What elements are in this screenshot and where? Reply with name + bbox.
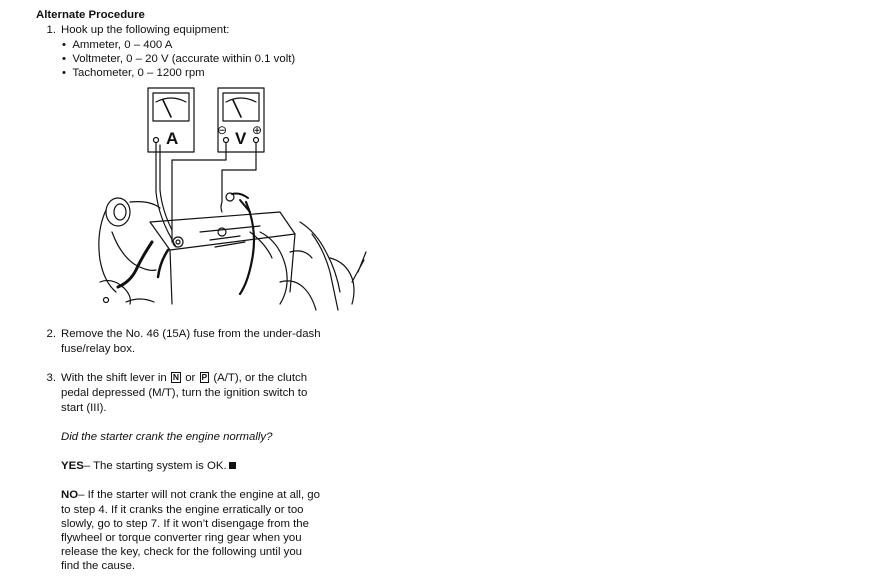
yes-text: – The starting system is OK. — [83, 460, 227, 472]
step-3-number: 3. — [46, 372, 56, 384]
no-answer-line-4: flywheel or torque converter ring gear when you — [61, 532, 302, 544]
no-answer-line-2: to step 4. If it cranks the engine erratically or too — [61, 504, 304, 516]
bullet-dot: • — [62, 67, 73, 79]
plus-terminal-icon: ⊕ — [252, 123, 263, 137]
bullet-voltmeter: • Voltmeter, 0 – 20 V (accurate within 0.1 volt) — [62, 53, 296, 65]
step-2-number: 2. — [46, 328, 56, 340]
engine-bay-left — [99, 198, 160, 304]
gear-p-box: P — [201, 372, 208, 382]
step-3-line-2: pedal depressed (M/T), turn the ignition switch to — [61, 387, 308, 399]
no-label: NO — [61, 489, 79, 501]
bullet-ammeter: • Ammeter, 0 – 400 A — [62, 39, 173, 51]
no-answer-line-1: NO– If the starter will not crank the engine at all, go — [61, 489, 320, 501]
yes-answer — [61, 459, 236, 474]
step-1-text: Hook up the following equipment: — [61, 24, 230, 36]
step-3-line-3: start (III). — [61, 402, 107, 414]
question-text: Did the starter crank the engine normally? — [61, 431, 273, 443]
engine-bay-right — [250, 222, 366, 310]
step-2-line-1: Remove the No. 46 (15A) fuse from the under-dash — [61, 328, 321, 340]
yes-label: YES — [61, 460, 84, 472]
no-answer-line-6: find the cause. — [61, 560, 136, 572]
end-square-icon — [229, 462, 236, 469]
section-heading: Alternate Procedure — [36, 9, 145, 21]
bullet-dot: • — [62, 53, 73, 65]
meter-hookup-illustration — [90, 82, 370, 314]
voltmeter-label: V — [235, 129, 247, 148]
bullet-tachometer: • Tachometer, 0 – 1200 rpm — [62, 67, 205, 79]
minus-terminal-icon: ⊖ — [217, 123, 228, 137]
bullet-dot: • — [62, 39, 73, 51]
step-3-line-1: With the shift lever in N or P (A/T), or the clutch — [61, 372, 308, 384]
gear-n-box: N — [172, 372, 180, 382]
ammeter-label: A — [166, 129, 179, 148]
no-answer-line-5: release the key, check for the following until you — [61, 546, 303, 558]
step-2-line-2: fuse/relay box. — [61, 343, 136, 355]
step-1-number: 1. — [46, 24, 56, 36]
no-answer-line-3: slowly, go to step 7. If it won’t disengage from the — [61, 518, 309, 530]
